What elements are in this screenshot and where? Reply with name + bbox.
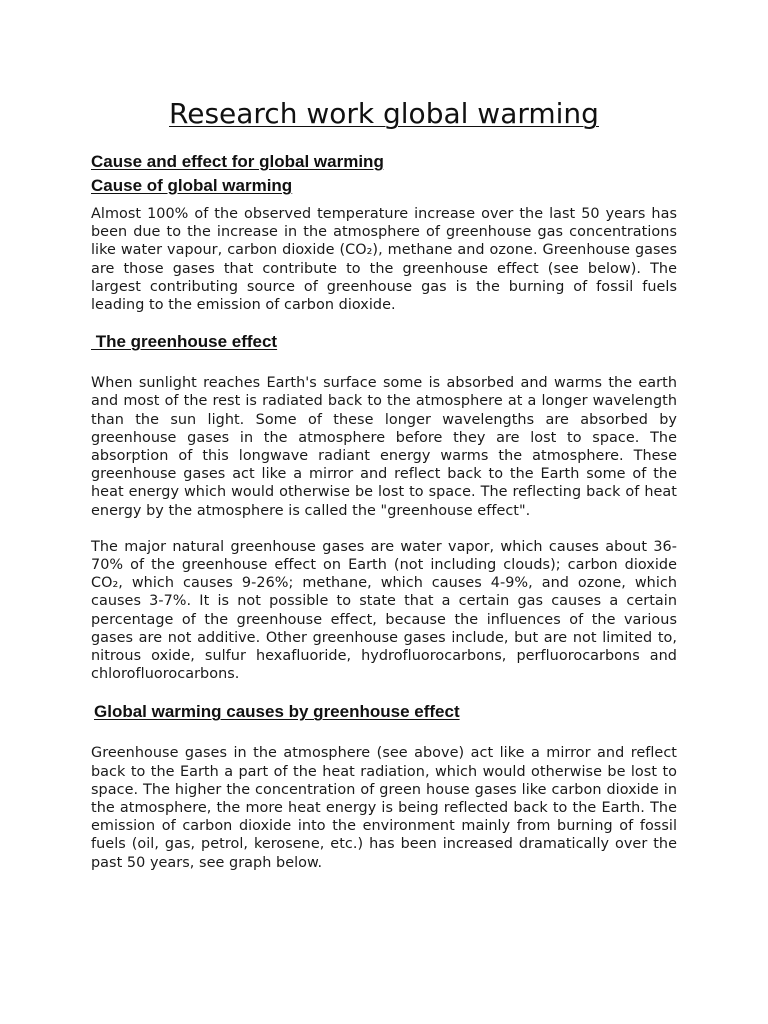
document-body [91,150,677,872]
heading-cause-of-global-warming: Cause of global warming [91,176,293,195]
heading-global-warming-causes: Global warming causes by greenhouse effect [94,702,460,722]
document-title: Research work global warming [169,97,599,130]
heading-greenhouse-effect: The greenhouse effect [91,332,278,352]
paragraph-cause: Almost 100% of the observed temperature increase over the last 50 years has been due to the increase in the atmosphere of greenhouse gas concentrations like water vapour, carbon dioxide (CO₂), methane and ozone. Greenhouse gases are those gases that contribute to the greenhouse effect (see below). The largest contributing source of greenhouse gas is the burning of fossil fuels leading to the emission of carbon dioxide. [91,206,677,314]
heading-cause-and-effect: Cause and effect for global warming [91,152,384,171]
paragraph-greenhouse-gases: The major natural greenhouse gases are water vapor, which causes about 36-70% of the greenhouse effect on Earth (not including clouds); carbon dioxide CO₂, which causes 9-26%; methane, which causes 4-9%, and ozone, which causes 3-7%. It is not possible to state that a certain gas causes a certain percentage of the greenhouse effect, because the influences of the various gases are not additive. Other greenhouse gases include, but are not limited to, nitrous oxide, sulfur hexafluoride, hydrofluorocarbons, perfluorocarbons and chlorofluorocarbons. [91,538,677,683]
paragraph-greenhouse-mechanism: When sunlight reaches Earth's surface some is absorbed and warms the earth and most of the rest is radiated back to the atmosphere at a longer wavelength than the sun light. Some of these longer wavelengths are absorbed by greenhouse gases in the atmosphere before they are lost to space. The absorption of this longwave radiant energy warms the atmosphere. These greenhouse gases act like a mirror and reflect back to the Earth some of the heat energy which would otherwise be lost to space. The reflecting back of heat energy by the atmosphere is called the "greenhouse effect". [91,375,677,519]
paragraph-global-warming: Greenhouse gases in the atmosphere (see above) act like a mirror and reflect back to the Earth a part of the heat radiation, which would otherwise be lost to space. The higher the concentration of green house gases like carbon dioxide in the atmosphere, the more heat energy is being reflected back to the Earth. The emission of carbon dioxide into the environment mainly from burning of fossil fuels (oil, gas, petrol, kerosene, etc.) has been increased dramatically over the past 50 years, see graph below. [91,745,677,871]
